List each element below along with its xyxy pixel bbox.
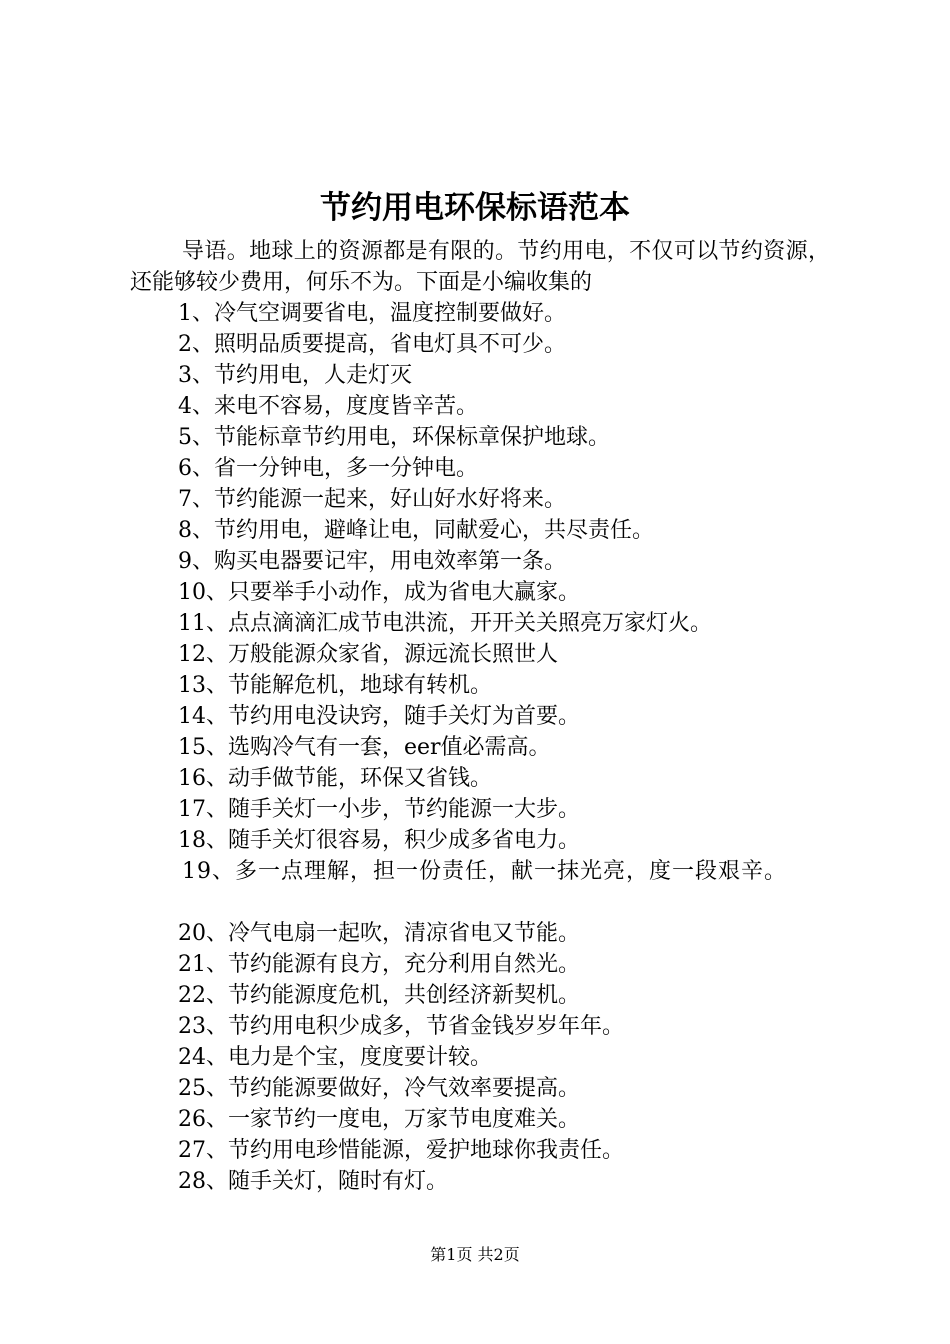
slogan-item: 19、多一点理解，担一份责任，献一抹光亮，度一段艰辛。 (182, 859, 787, 884)
document-title: 节约用电环保标语范本 (320, 190, 630, 226)
slogan-item: 25、节约能源要做好，冷气效率要提高。 (178, 1076, 580, 1101)
slogan-item: 10、只要举手小动作，成为省电大赢家。 (178, 580, 580, 605)
slogan-item: 16、动手做节能，环保又省钱。 (178, 766, 492, 791)
slogan-item: 21、节约能源有良方，充分利用自然光。 (178, 952, 580, 977)
slogan-item: 27、节约用电珍惜能源，爱护地球你我责任。 (178, 1138, 624, 1163)
slogan-item: 1、冷气空调要省电，温度控制要做好。 (178, 301, 566, 326)
slogan-item: 7、节约能源一起来，好山好水好将来。 (178, 487, 566, 512)
slogan-item: 13、节能解危机，地球有转机。 (178, 673, 492, 698)
slogan-item: 18、随手关灯很容易，积少成多省电力。 (178, 828, 580, 853)
slogan-item: 8、节约用电，避峰让电，同献爱心，共尽责任。 (178, 518, 654, 543)
slogan-list (178, 298, 878, 1197)
slogan-item: 23、节约用电积少成多，节省金钱岁岁年年。 (178, 1014, 624, 1039)
slogan-item: 26、一家节约一度电，万家节电度难关。 (178, 1107, 580, 1132)
slogan-item: 11、点点滴滴汇成节电洪流，开开关关照亮万家灯火。 (178, 611, 712, 636)
slogan-item: 3、节约用电，人走灯灭 (178, 363, 412, 388)
slogan-item: 2、照明品质要提高，省电灯具不可少。 (178, 332, 566, 357)
slogan-item: 6、省一分钟电，多一分钟电。 (178, 456, 478, 481)
intro-paragraph: 导语。地球上的资源都是有限的。节约用电，不仅可以节约资源，还能够较少费用，何乐不为。下面是小编收集的 (130, 239, 830, 295)
slogan-item: 17、随手关灯一小步，节约能源一大步。 (178, 797, 580, 822)
slogan-item: 24、电力是个宝，度度要计较。 (178, 1045, 492, 1070)
slogan-item: 5、节能标章节约用电，环保标章保护地球。 (178, 425, 610, 450)
page-footer: 第1页 共2页 (430, 1245, 520, 1264)
slogan-item: 15、选购冷气有一套，eer值必需高。 (178, 735, 551, 760)
slogan-item: 4、来电不容易，度度皆辛苦。 (178, 394, 478, 419)
slogan-item: 14、节约用电没诀窍，随手关灯为首要。 (178, 704, 580, 729)
slogan-item: 9、购买电器要记牢，用电效率第一条。 (178, 549, 566, 574)
slogan-item: 28、随手关灯，随时有灯。 (178, 1169, 448, 1194)
slogan-item: 12、万般能源众家省，源远流长照世人 (178, 642, 558, 667)
slogan-item: 20、冷气电扇一起吹，清凉省电又节能。 (178, 921, 580, 946)
slogan-item: 22、节约能源度危机，共创经济新契机。 (178, 983, 580, 1008)
